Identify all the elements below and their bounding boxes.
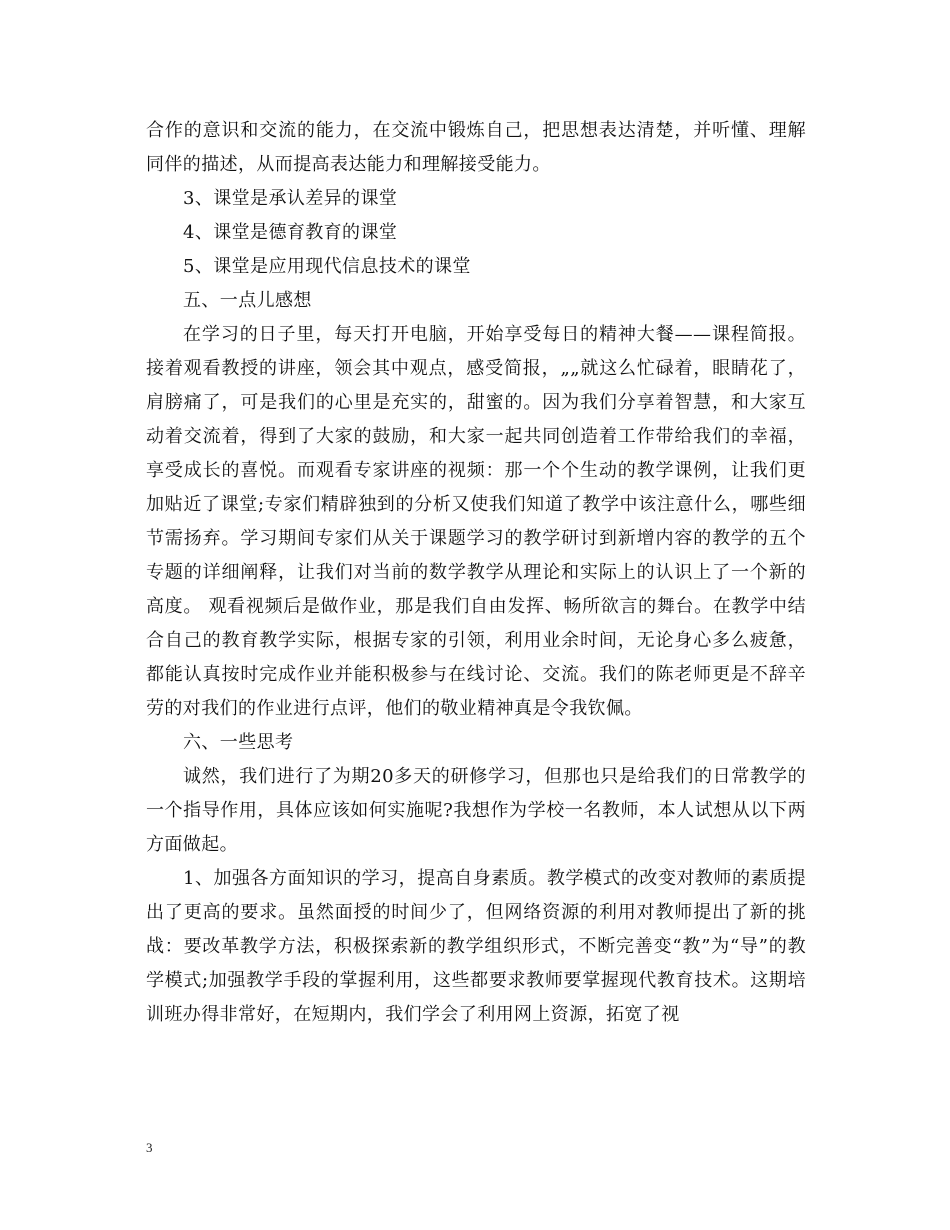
paragraph-point-1: 1、加强各方面知识的学习，提高自身素质。教学模式的改变对教师的素质提出了更高的要求。虽然面授的时间少了，但网络资源的利用对教师提出了新的挑战：要改革教学方法，积极探索新的教学组织形式，不断完善变“教”为“导”的教学模式;加强教学手段的掌握利用，这些都要求教师要掌握现代教育技术。这期培训班办得非常好，在短期内，我们学会了利用网上资源，拓宽了视 (146, 868, 806, 1025)
list-item-3: 3、课堂是承认差异的课堂 (183, 188, 398, 209)
paragraph-continuation: 合作的意识和交流的能力，在交流中锻炼自己，把思想表达清楚，并听懂、理解同伴的描述，从而提高表达能力和理解接受能力。 (146, 120, 806, 175)
section-heading-5: 五、一点儿感想 (183, 290, 312, 311)
list-item-4: 4、课堂是德育教育的课堂 (183, 222, 398, 243)
page-number: 3 (146, 1140, 153, 1155)
paragraph-thinking: 诚然，我们进行了为期20多天的研修学习，但那也只是给我们的日常教学的一个指导作用，具体应该如何实施呢?我想作为学校一名教师，本人试想从以下两方面做起。 (146, 766, 806, 855)
list-item-5: 5、课堂是应用现代信息技术的课堂 (183, 256, 471, 277)
paragraph-reflection: 在学习的日子里，每天打开电脑，开始享受每日的精神大餐——课程简报。接着观看教授的讲座，领会其中观点，感受简报，„„就这么忙碌着，眼睛花了，肩膀痛了，可是我们的心里是充实的，甜蜜的。因为我们分享着智慧，和大家互动着交流着，得到了大家的鼓励，和大家一起共同创造着工作带给我们的幸福，享受成长的喜悦。而观看专家讲座的视频：那一个个生动的教学课例，让我们更加贴近了课堂;专家们精辟独到的分析又使我们知道了教学中该注意什么，哪些细节需扬弃。学习期间专家们从关于课题学习的教学研讨到新增内容的教学的五个专题的详细阐释，让我们对当前的数学教学从理论和实际上的认识上了一个新的高度。 观看视频后是做作业，那是我们自由发挥、畅所欲言的舞台。在教学中结合自己的教育教学实际，根据专家的引领，利用业余时间，无论身心多么疲惫，都能认真按时完成作业并能积极参与在线讨论、交流。我们的陈老师更是不辞辛劳的对我们的作业进行点评，他们的敬业精神真是令我钦佩。 (146, 324, 806, 719)
document-body (146, 114, 806, 1032)
section-heading-6: 六、一些思考 (183, 732, 294, 753)
